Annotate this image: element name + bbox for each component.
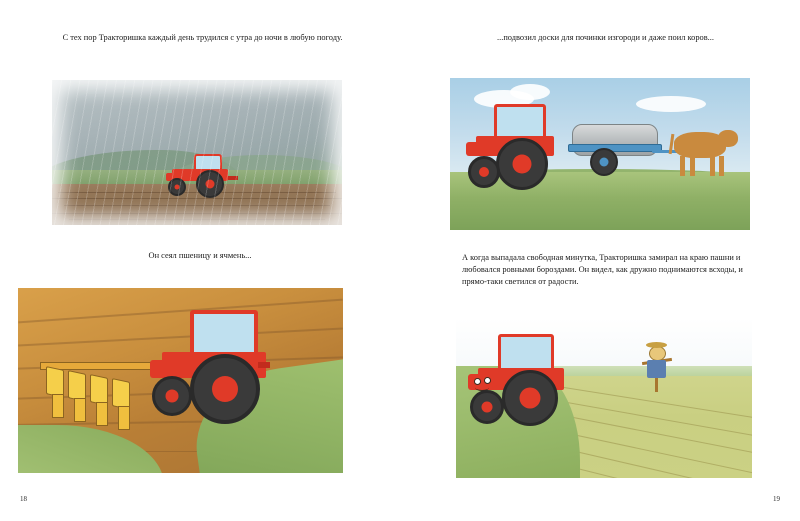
cow: [668, 124, 738, 182]
cloud: [510, 84, 550, 100]
tractor-front-wheel: [470, 390, 504, 424]
tractor-front-wheel: [152, 376, 192, 416]
illustration-rain-ploughing: [52, 80, 342, 225]
water-tank-trailer: [568, 124, 660, 178]
tractor-nose: [150, 360, 168, 378]
illustration-seeding: [18, 288, 343, 473]
caption-top-left: С тех пор Тракторишка каждый день трудился с утра до ночи в любую погоду.: [62, 33, 343, 42]
seeder-implement: [40, 358, 160, 430]
tractor-rear-wheel: [502, 370, 558, 426]
tractor-rear-wheel: [190, 354, 260, 424]
tractor-smiling: [468, 334, 588, 426]
scarecrow-shirt: [647, 360, 666, 378]
tank-frame: [568, 144, 662, 152]
caption-mid-right: А когда выпадала свободная минутка, Тракторишка замирал на краю пашни и любовался ровными бороздами. Он видел, как дружно поднимаются всходы, и прямо-таки светился от радости.: [462, 253, 743, 287]
caption-mid-left: Он сеял пшеницу и ячмень...: [148, 251, 252, 260]
caption-top-right: ...подвозил доски для починки изгороди и даже поил коров...: [497, 33, 714, 42]
scarecrow-hat: [646, 342, 667, 348]
scarecrow-head: [649, 346, 666, 361]
tractor-eye: [484, 377, 491, 384]
cow-head: [718, 130, 738, 147]
page-number-right: 19: [773, 495, 780, 503]
illustration-vignette: [52, 80, 342, 225]
right-page: [400, 0, 800, 521]
trailer-wheel: [590, 148, 618, 176]
tractor-exhaust: [258, 362, 270, 368]
illustration-scarecrow-field: [456, 318, 752, 478]
page-number-left: 18: [20, 495, 27, 503]
tractor-seeding: [146, 310, 296, 430]
tractor-front-wheel: [468, 156, 500, 188]
tractor-rear-wheel: [496, 138, 548, 190]
tractor-nose: [466, 142, 480, 156]
scarecrow: [640, 340, 674, 392]
tractor-with-tank: [464, 104, 574, 186]
illustration-water-tank-cow: [450, 78, 750, 230]
